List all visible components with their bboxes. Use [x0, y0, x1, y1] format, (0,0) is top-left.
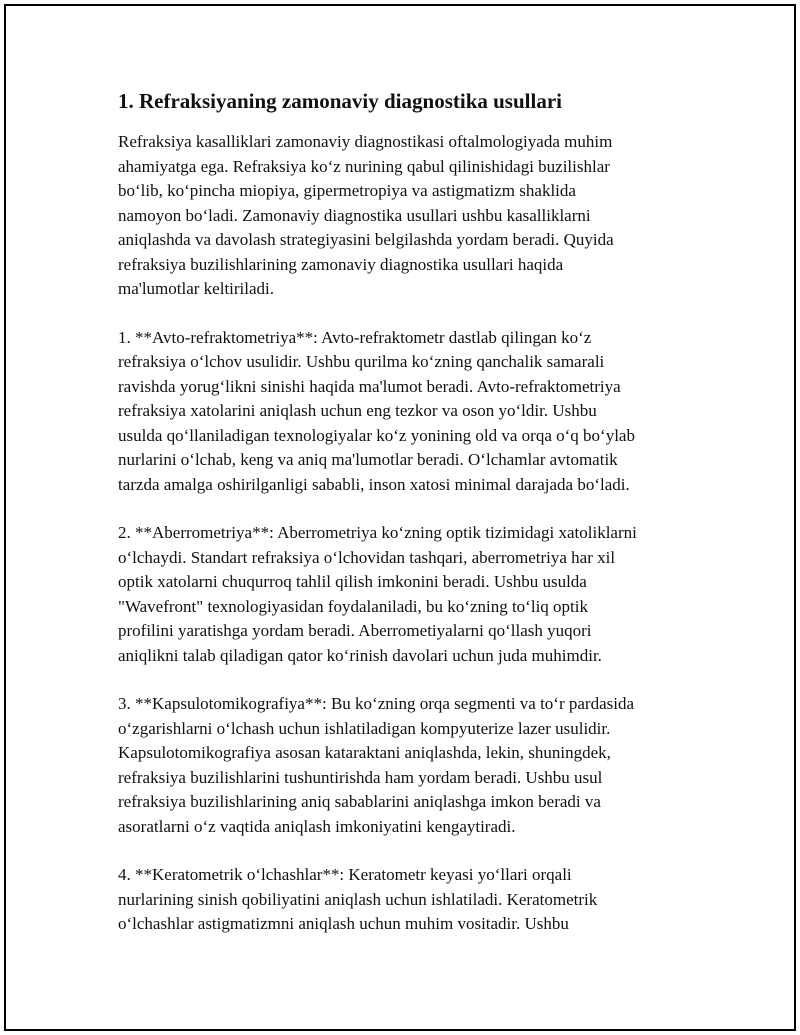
- text-line: ravishda yorug‘likni sinishi haqida ma'lumot beradi. Avto-refraktometriya: [118, 376, 621, 396]
- text-line: o‘zgarishlarni o‘lchash uchun ishlatiladigan kompyuterize lazer usulidir.: [118, 718, 611, 738]
- text-line: refraksiya o‘lchov usulidir. Ushbu qurilma ko‘zning qanchalik samarali: [118, 352, 605, 371]
- text-line: aniqlikni talab qiladigan qator ko‘rinish davolari uchun juda muhimdir.: [118, 645, 602, 665]
- text-line: refraksiya buzilishlarini tushuntirishda ham yordam beradi. Ushbu usul: [118, 767, 603, 787]
- text-line: profilini yaratishga yordam beradi. Aberrometiyalarni qo‘llash yuqori: [118, 621, 592, 640]
- document-body: [118, 88, 718, 961]
- text-line: o‘lchaydi. Standart refraksiya o‘lchovidan tashqari, aberrometriya har xil: [118, 547, 616, 567]
- text-line: Refraksiya kasalliklari zamonaviy diagnostikasi oftalmologiyada muhim: [118, 132, 613, 151]
- text-line: namoyon bo‘ladi. Zamonaviy diagnostika usullari ushbu kasalliklarni: [118, 205, 591, 225]
- text-line: tarzda amalga oshirilganligi sababli, inson xatosi minimal darajada bo‘ladi.: [118, 474, 630, 494]
- text-line: asoratlarni o‘z vaqtida aniqlash imkoniyatini kengaytiradi.: [118, 816, 516, 836]
- text-line: 2. **Aberrometriya**: Aberrometriya ko‘zning optik tizimidagi xatoliklarni: [118, 523, 637, 542]
- text-line: nurlarini o‘lchab, keng va aniq ma'lumotlar beradi. O‘lchamlar avtomatik: [118, 450, 618, 469]
- text-line: usulda qo‘llaniladigan texnologiyalar ko‘z yonining old va orqa o‘q bo‘ylab: [118, 425, 635, 445]
- paragraph-kapsulotomikografiya: [118, 692, 718, 839]
- section-title: 1. Refraksiyaning zamonaviy diagnostika usullari: [118, 89, 562, 113]
- text-line: ahamiyatga ega. Refraksiya ko‘z nurining qabul qilinishidagi buzilishlar: [118, 156, 610, 176]
- text-line: bo‘lib, ko‘pincha miopiya, gipermetropiya va astigmatizm shaklida: [118, 181, 576, 200]
- text-line: ma'lumotlar keltiriladi.: [118, 279, 275, 298]
- text-line: refraksiya buzilishlarining zamonaviy diagnostika usullari haqida: [118, 254, 564, 274]
- text-line: 1. **Avto-refraktometriya**: Avto-refraktometr dastlab qilingan ko‘z: [118, 327, 592, 347]
- text-line: refraksiya buzilishlarining aniq sabablarini aniqlashga imkon beradi va: [118, 792, 601, 811]
- text-line: nurlarining sinish qobiliyatini aniqlash uchun ishlatiladi. Keratometrik: [118, 889, 598, 909]
- text-line: refraksiya xatolarini aniqlash uchun eng tezkor va oson yo‘ldir. Ushbu: [118, 401, 597, 420]
- text-line: 4. **Keratometrik o‘lchashlar**: Keratometr keyasi yo‘llari orqali: [118, 865, 572, 884]
- text-line: Kapsulotomikografiya asosan kataraktani aniqlashda, lekin, shuningdek,: [118, 743, 611, 762]
- paragraph-intro: [118, 130, 718, 302]
- text-line: 3. **Kapsulotomikografiya**: Bu ko‘zning orqa segmenti va to‘r pardasida: [118, 694, 635, 713]
- paragraph-aberrometriya: [118, 521, 718, 668]
- text-line: aniqlashda va davolash strategiyasini belgilashda yordam beradi. Quyida: [118, 230, 614, 249]
- text-line: o‘lchashlar astigmatizmni aniqlash uchun muhim vositadir. Ushbu: [118, 914, 569, 933]
- paragraph-avto-refraktometriya: [118, 326, 718, 498]
- paragraph-keratometrik: [118, 863, 718, 937]
- text-line: "Wavefront" texnologiyasidan foydalaniladi, bu ko‘zning to‘liq optik: [118, 596, 588, 616]
- text-line: optik xatolarni chuqurroq tahlil qilish imkonini beradi. Ushbu usulda: [118, 572, 587, 591]
